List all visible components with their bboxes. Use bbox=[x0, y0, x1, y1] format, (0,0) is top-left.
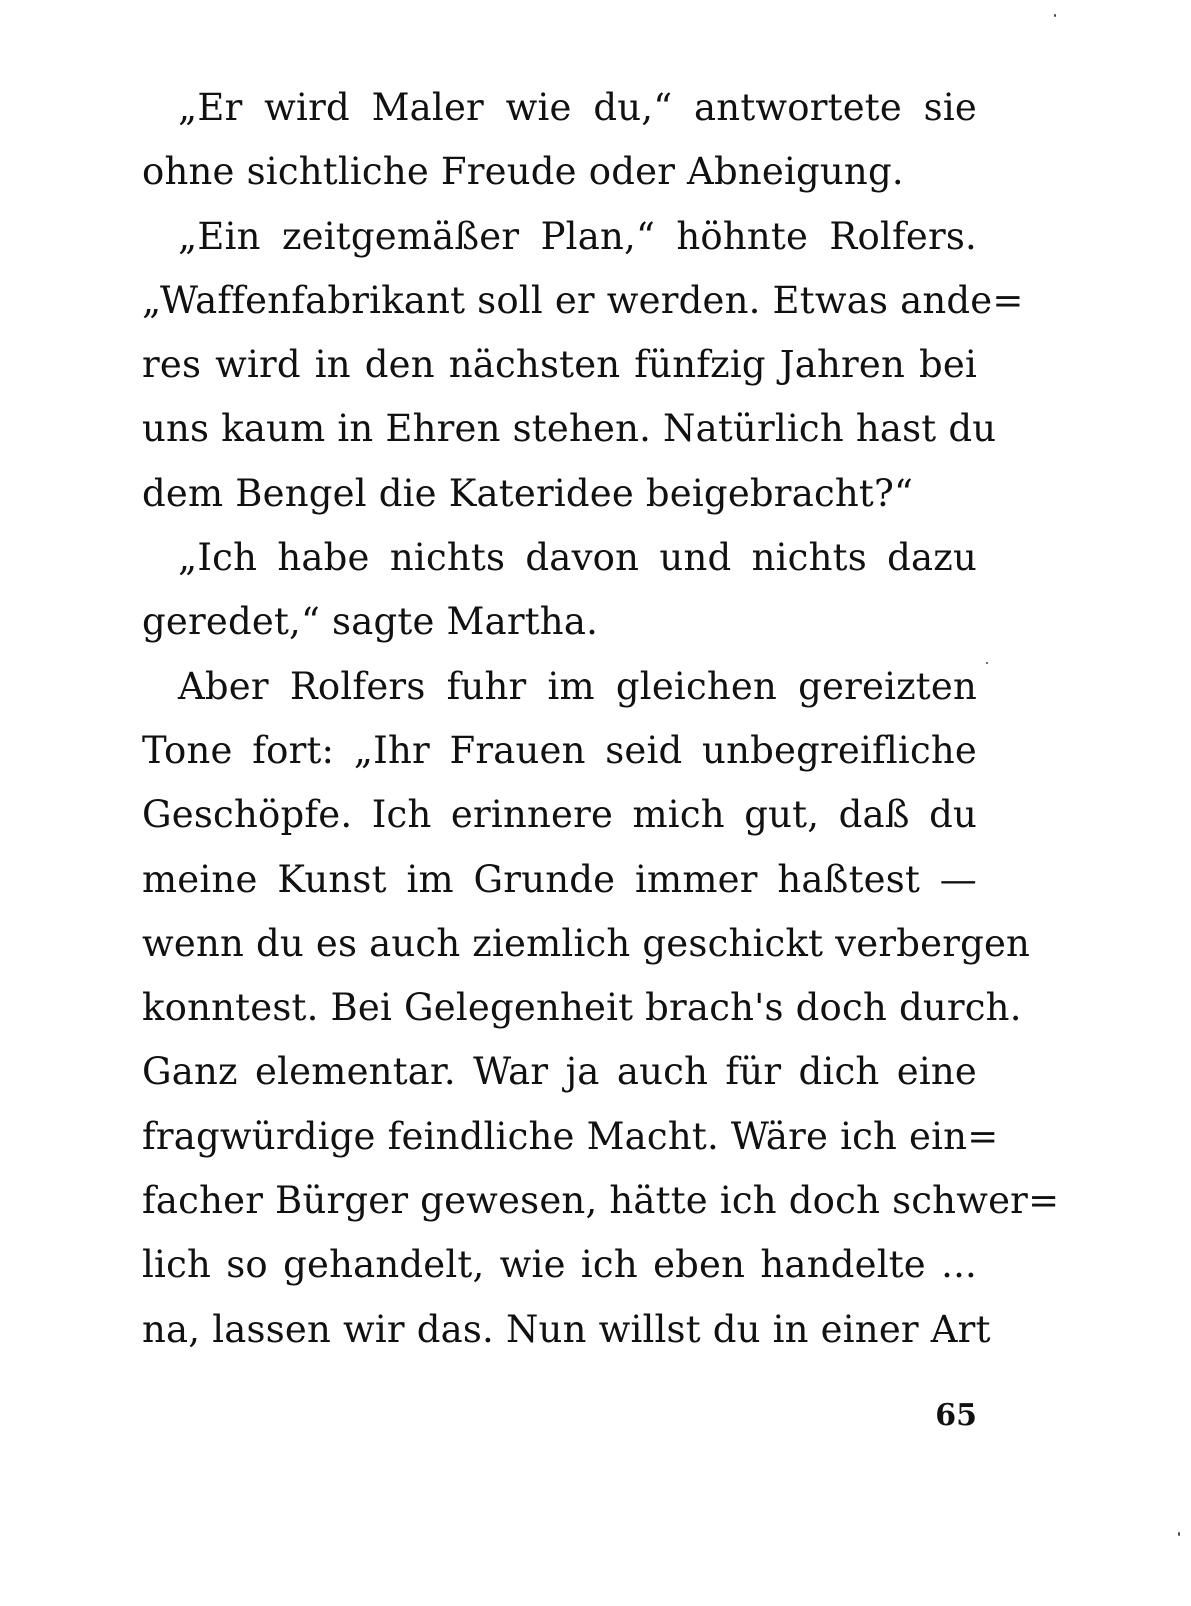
text-line: konntest. Bei Gelegenheit brach's doch durch. bbox=[142, 986, 1022, 1030]
text-line: Tone fort: „Ihr Frauen seid unbegreifliche bbox=[142, 728, 977, 772]
page-text bbox=[142, 76, 1060, 1362]
scan-speck bbox=[1054, 14, 1056, 17]
text-line: fragwürdige feindliche Macht. Wäre ich ein= bbox=[142, 1114, 999, 1158]
text-line: Ganz elementar. War ja auch für dich eine bbox=[142, 1050, 977, 1094]
text-line: wenn du es auch ziemlich geschickt verbergen bbox=[142, 921, 1031, 965]
text-line: „Ich habe nichts davon und nichts dazu bbox=[178, 536, 977, 580]
text-line: Geschöpfe. Ich erinnere mich gut, daß du bbox=[142, 793, 977, 837]
text-line: res wird in den nächsten fünfzig Jahren bei bbox=[142, 343, 977, 387]
page-number: 65 bbox=[935, 1398, 977, 1433]
text-line: uns kaum in Ehren stehen. Natürlich hast du bbox=[142, 407, 997, 451]
text-line: meine Kunst im Grunde immer haßtest — bbox=[142, 857, 977, 901]
scan-speck bbox=[1178, 1532, 1180, 1536]
text-line: „Waffenfabrikant soll er werden. Etwas ande= bbox=[142, 278, 1024, 322]
scan-speck bbox=[986, 662, 988, 664]
text-line: dem Bengel die Kateridee beigebracht?“ bbox=[142, 471, 914, 515]
text-line: lich so gehandelt, wie ich eben handelte ... bbox=[142, 1243, 977, 1287]
text-line: „Er wird Maler wie du,“ antwortete sie bbox=[178, 86, 977, 129]
text-line: „Ein zeitgemäßer Plan,“ höhnte Rolfers. bbox=[178, 214, 977, 258]
text-line: na, lassen wir das. Nun willst du in einer Art bbox=[142, 1307, 991, 1351]
text-line: ohne sichtliche Freude oder Abneigung. bbox=[142, 150, 904, 194]
text-line: geredet,“ sagte Martha. bbox=[142, 600, 599, 644]
text-line: facher Bürger gewesen, hätte ich doch schwer= bbox=[142, 1179, 1060, 1223]
text-line: Aber Rolfers fuhr im gleichen gereizten bbox=[178, 664, 977, 708]
